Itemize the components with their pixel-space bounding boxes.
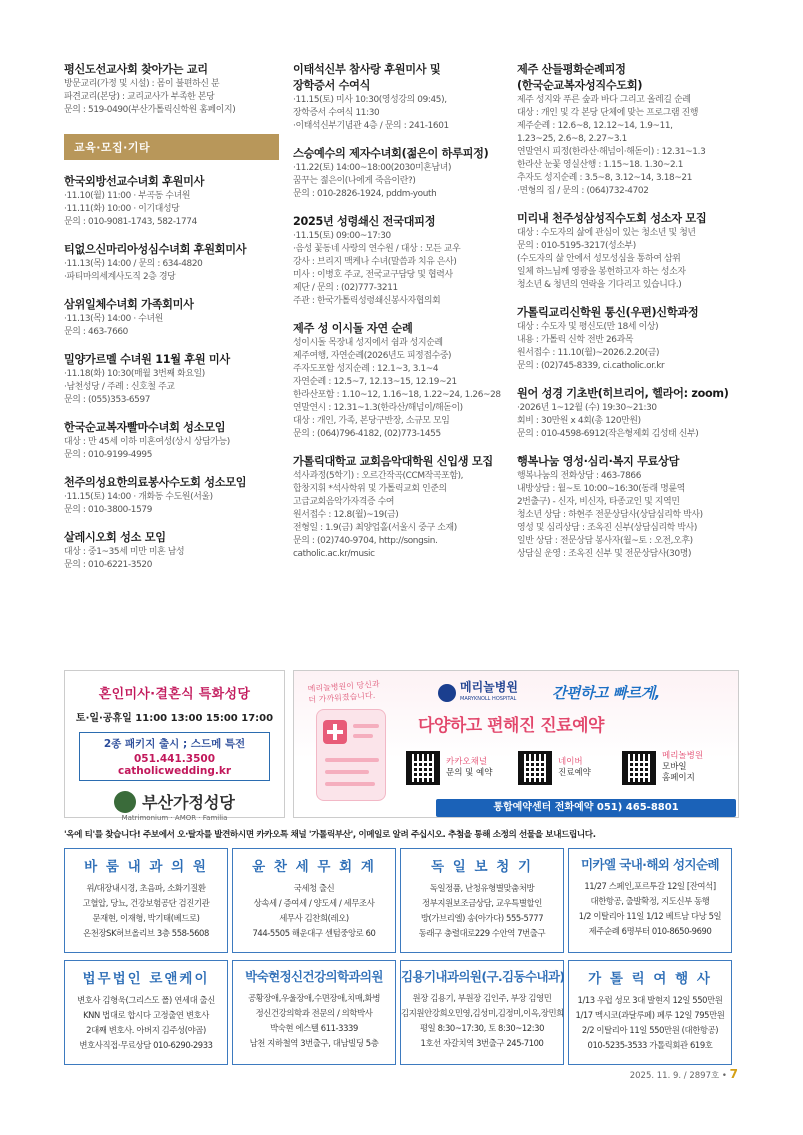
article <box>64 242 279 284</box>
article-title-line2: (한국순교복자성직수도회) <box>517 79 643 92</box>
article-line: 문의 : 010-4598-6912(작은형제회 김성태 신부) <box>517 429 699 439</box>
article <box>517 62 739 198</box>
article-line: 제단 / 문의 : (02)777-3211 <box>293 283 398 293</box>
article-line: (수도자의 삶 안에서 성모성심을 통하여 삼위 <box>517 254 681 264</box>
page-footer <box>630 1067 738 1081</box>
article-line: 연말연시 : 12.31~1.3(한라산/해넘이/해돋이) <box>293 403 463 413</box>
decor-line <box>325 770 369 774</box>
wedding-ad-box <box>79 732 270 781</box>
article-line: 문의 : 010-5195-3217(성소부) <box>517 241 636 251</box>
wedding-ad-logo <box>65 790 284 813</box>
article <box>64 420 279 462</box>
business-card-line: 상속세 / 증여세 / 양도세 / 세무조사 <box>253 898 375 908</box>
article-title: 제주 성 이시돌 자연 순례 <box>293 322 413 335</box>
article-line: 한라산포함 : 1.10~12, 1.16~18, 1.22~24, 1.26~28 <box>293 390 501 400</box>
business-card-line: 2대째 변호사. 아버지 김주성(야곱) <box>86 1025 206 1035</box>
article-title: 미리내 천주성삼성직수도회 성소자 모집 <box>517 212 707 225</box>
business-card[interactable] <box>64 960 228 1065</box>
business-card-line: 온천장SK허브올리브 3층 558-5608 <box>83 928 209 938</box>
wedding-ad-contact: 051.441.3500 catholicwedding.kr <box>117 753 232 777</box>
article-line: ·11.22(토) 14:00~18:00(2030미혼남녀) <box>293 163 452 173</box>
article-line: 미사 : 이병호 주교, 전국교구담당 및 협력사 <box>293 270 453 280</box>
hospital-ad-script <box>307 679 380 706</box>
business-card-line: 박숙현 에스텔 611-3339 <box>270 1023 358 1033</box>
article-title: 원어 성경 기초반(히브리어, 헬라어: zoom) <box>517 387 729 400</box>
naver-qr-label <box>558 757 591 779</box>
article-line: 영성 및 심리상담 : 조옥진 신부(상담심리학 박사) <box>517 523 697 533</box>
article-line: ·11.18(화) 10:30(매월 3번째 화요일) <box>64 369 205 379</box>
homepage-qr-label <box>662 751 703 784</box>
article-title: 제주 산들평화순례피정 <box>517 63 626 76</box>
article-line: 꿈꾸는 젊은이(나에게 죽음이란?) <box>293 176 416 186</box>
article-line: 고급교회음악가자격증 수여 <box>293 497 395 507</box>
naver-qr-icon[interactable] <box>518 751 552 785</box>
article-line: ·11.15(토) 미사 10:30(영성강의 09:45), <box>293 95 447 105</box>
article-line: ·음성 꽃동네 사랑의 연수원 / 대상 : 모든 교우 <box>293 244 461 254</box>
business-card-line: 김지원안강희오민영,김성미,김정미,이옥,장민희 <box>401 1008 564 1018</box>
article-line: ·11.10(월) 11:00 · 부곡동 수녀원 <box>64 191 191 201</box>
article-line: 1.23~25, 2.6~8, 2.27~3.1 <box>517 134 627 144</box>
article-title: 가톨릭대학교 교회음악대학원 신입생 모집 <box>293 455 493 468</box>
decor-line <box>325 758 379 762</box>
article-line: 파견교리(본당) : 교리교사가 부족한 본당 <box>64 92 215 102</box>
business-card-line: 제주순례 6명부터 010-8650-9690 <box>588 926 712 936</box>
article-line: 내용 : 가톨릭 신학 전반 26과목 <box>517 335 634 345</box>
hospital-call-bar[interactable]: 통합예약센터 전화예약 051) 465-8801 <box>436 799 736 817</box>
business-card[interactable] <box>568 848 732 953</box>
article-line: 강사 : 브리지 맥케나 수녀(말씀과 치유 은사) <box>293 257 457 267</box>
article <box>293 454 508 561</box>
article-title: 삼위일체수녀회 가족회미사 <box>64 298 194 311</box>
business-card[interactable] <box>232 960 396 1065</box>
business-card-line: 국세청 출신 <box>293 883 335 893</box>
wedding-ad-title: 혼인미사·결혼식 특화성당 <box>98 687 251 702</box>
business-card-title: 미카엘 국내·해외 성지순례 <box>581 857 719 872</box>
business-card[interactable] <box>232 848 396 953</box>
article-line: 주관 : 한국가톨릭성령쇄신봉사자협의회 <box>293 296 441 306</box>
wedding-ad-package: 2종 패키지 출시 ; 스드메 특전 <box>103 738 246 750</box>
article <box>293 321 508 441</box>
business-card-title: 법무법인 로앤케이 <box>82 971 210 987</box>
article-line: 행복나눔의 전화상담 : 463-7866 <box>517 471 641 481</box>
business-card-line: 010-5235-3533 가톨릭회관 619호 <box>587 1040 713 1050</box>
article-line: ·11.11(화) 10:00 · 이기대성당 <box>64 204 180 214</box>
qr2-label-2: 진료예약 <box>558 768 591 778</box>
business-card[interactable] <box>568 960 732 1065</box>
business-card-line: 정신건강의학과 전문의 / 의학박사 <box>255 1008 373 1018</box>
article-line: 일반 상담 : 전문상담 봉사자(월~토 : 오전,오후) <box>517 536 693 546</box>
article-title: 스승예수의 제자수녀회(젊은이 하루피정) <box>293 147 489 160</box>
article-line: 문의 : 010-6221-3520 <box>64 560 152 570</box>
article-title: 천주의성요한의료봉사수도회 성소모임 <box>64 476 247 489</box>
business-card[interactable] <box>64 848 228 953</box>
hospital-emblem-icon <box>438 684 456 702</box>
article-line: 문의 : 010-3800-1579 <box>64 505 152 515</box>
business-card-line: 독일정품, 난청유형별맞춤처방 <box>429 883 535 893</box>
homepage-qr-icon[interactable] <box>622 751 656 785</box>
article <box>517 386 739 441</box>
article-line: 대상 : 중1~35세 미만 미혼 남성 <box>64 547 185 557</box>
business-card-line: 1/17 멕시코(과달루페) 페루 12일 795만원 <box>575 1010 725 1020</box>
article-line: 제주 성지와 푸른 숲과 바다 그리고 올레길 순례 <box>517 95 691 105</box>
article-line: 문의 : (055)353-6597 <box>64 395 151 405</box>
business-card-line: 변호사 김형욱(그리스도 폴) 연세대 출신 <box>77 995 215 1005</box>
article-line: 대상 : 수도자 및 평신도(만 18세 이상) <box>517 322 659 332</box>
article-line: 2번출구) - 신자, 비신자, 타종교인 및 지역민 <box>517 497 680 507</box>
article-line: ·11.13(목) 14:00 · 수녀원 <box>64 314 163 324</box>
article-line: 문의 : (064)796-4182, (02)773-1455 <box>293 429 441 439</box>
business-card-line: 변호사직접·무료상담 010-6290-2933 <box>79 1040 213 1050</box>
business-card-line: 방(가브리엘) 송(아가다) 555-5777 <box>420 913 544 923</box>
article-title: 티없으신마리아성심수녀회 후원회미사 <box>64 243 247 256</box>
script-line-2: 더 가까워졌습니다. <box>308 690 376 705</box>
article-line: ·남천성당 / 주례 : 신호철 주교 <box>64 382 175 392</box>
article-line: 문의 : 010-9081-1743, 582-1774 <box>64 217 197 227</box>
hospital-ad[interactable] <box>293 670 739 818</box>
article-line: 상담실 운영 : 조옥진 신부 및 전문상담사(30명) <box>517 549 692 559</box>
article <box>64 530 279 572</box>
wedding-ad-brand: 부산가정성당 <box>142 793 235 812</box>
phone-illustration-icon <box>316 709 386 801</box>
article-line: 일체 하느님께 영광을 봉헌하고자 하는 성소자 <box>517 267 686 277</box>
business-card-line: 위/대장내시경, 초음파, 소화기질환 <box>86 883 206 893</box>
article-line: 문의 : 010-2826-1924, pddm-youth <box>293 189 437 199</box>
article-line: 방문교리(가정 및 시설) : 몸이 불편하신 분 <box>64 79 220 89</box>
page-number: 7 <box>729 1067 738 1081</box>
business-card-line: 11/27 스페인,포르투갈 12일 [잔여석] <box>584 881 716 891</box>
column-1 <box>64 62 279 585</box>
script-line-1: 메리놀병원이 당신과 <box>307 679 380 694</box>
article-line: ·파티마의세계사도직 2층 경당 <box>64 272 176 282</box>
business-card-title: 바 룸 내 과 의 원 <box>84 859 208 875</box>
article-line: 원서접수 : 11.10(월)~2026.2.20(금) <box>517 348 660 358</box>
business-card-title: 윤 찬 세 무 회 계 <box>252 859 376 875</box>
article-line: 석사과정(5학기) : 오르간작곡(CCM작곡포함), <box>293 471 464 481</box>
kakao-qr-label <box>446 757 492 779</box>
qr3-label-1: 메리놀병원 <box>662 751 704 761</box>
business-card-line: 평일 8:30~17:30, 토 8:30~12:30 <box>419 1023 545 1033</box>
article-line: 청소년 상담 : 하현주 전문상담사(상담심리학 박사) <box>517 510 703 520</box>
article-line: 회비 : 30만원 x 4회(총 120만원) <box>517 416 641 426</box>
article-line: 원서접수 : 12.8(월)~19(금) <box>293 510 399 520</box>
business-card-line: 문재현, 이재형, 박기태(베드로) <box>92 913 200 923</box>
business-card-line: 공황장애,우울장애,수면장애,치매,화병 <box>247 993 381 1003</box>
article-title: 행복나눔 영성·심리·복지 무료상담 <box>517 455 680 468</box>
business-card-title: 박숙현정신건강의학과의원 <box>245 969 383 984</box>
wedding-ad-hours: 토·일·공휴일 11:00 13:00 15:00 17:00 <box>75 713 274 724</box>
article-line: 자연순례 : 12.5~7, 12.13~15, 12.19~21 <box>293 377 457 387</box>
article-title: 가톨릭교리신학원 통신(우편)신학과정 <box>517 306 699 319</box>
article-title-line2: 장학증서 수여식 <box>293 79 371 92</box>
article <box>64 297 279 339</box>
qr1-label-1: 카카오채널 <box>446 757 488 767</box>
article <box>293 214 508 308</box>
article <box>64 352 279 407</box>
medical-cross-icon <box>323 720 347 744</box>
article-title: 한국외방선교수녀회 후원미사 <box>64 175 205 188</box>
article-line: 제주여행, 자연순례(2026년도 피정접수중) <box>293 351 452 361</box>
article-line: 문의 : 519-0490(부산가톨릭신학원 홈페이지) <box>64 105 236 115</box>
business-card-line: 정부지원보조금상담, 교우특별할인 <box>422 898 542 908</box>
article-line: 문의 : (02)740-9704, http://songsin. <box>293 536 438 546</box>
business-card[interactable] <box>400 960 564 1065</box>
article-title: 평신도선교사회 찾아가는 교리 <box>64 63 208 76</box>
business-card-line: 원장 김용기, 부원장 김인주, 부장 김영민 <box>412 993 552 1003</box>
hospital-slogan: 간편하고 빠르게, <box>552 684 660 702</box>
wedding-ad-brand-sub: Matrimonium · AMOR · Familia <box>121 814 228 822</box>
article-line: 내방상담 : 월~토 10:00~16:30(동래 명륜역 <box>517 484 685 494</box>
decor-line <box>353 724 379 728</box>
article-title: 한국순교복자빨마수녀회 성소모임 <box>64 421 226 434</box>
article <box>517 305 739 373</box>
article-title: 살레시오회 성소 모임 <box>64 531 166 544</box>
article-title: 밀양가르멜 수녀원 11월 후원 미사 <box>64 353 230 366</box>
article-line: 제주순례 : 12.6~8, 12.12~14, 1.9~11, <box>517 121 673 131</box>
column-3 <box>517 62 739 574</box>
article-line: ·11.15(토) 09:00~17:30 <box>293 231 391 241</box>
qr2-label-1: 네이버 <box>558 757 583 767</box>
qr3-label-3: 홈페이지 <box>662 773 695 783</box>
article-title: 2025년 성령쇄신 전국대피정 <box>293 215 436 228</box>
article-line: 대상 : 개인, 가족, 본당구반장, 소규모 모임 <box>293 416 450 426</box>
hospital-headline: 다양하고 편해진 진료예약 <box>418 716 604 736</box>
business-card-title: 가 톨 릭 여 행 사 <box>588 971 712 987</box>
article-line: ·2026년 1~12월 (수) 19:30~21:30 <box>517 403 657 413</box>
qr1-label-2: 문의 및 예약 <box>446 768 493 778</box>
business-card-line: 세무사 김찬희(레오) <box>279 913 349 923</box>
hospital-logo <box>438 681 518 705</box>
decor-line <box>353 734 373 738</box>
business-card-title: 독 일 보 청 기 <box>430 859 533 875</box>
business-card-line: KNN 법대로 합시다 고정출연 변호사 <box>83 1010 209 1020</box>
business-cards-row-2 <box>64 960 734 1065</box>
section-label: 교육·모집·기타 <box>64 134 279 160</box>
article-line: catholic.ac.kr/music <box>293 549 375 559</box>
business-card-line: 2/2 이탈리아 11일 550만원 (대한항공) <box>581 1025 719 1035</box>
article-line: 대상 : 만 45세 이하 미혼여성(상시 상담가능) <box>64 437 230 447</box>
article <box>293 62 508 133</box>
article <box>64 174 279 229</box>
article-line: 문의 : 010-9199-4995 <box>64 450 152 460</box>
article-line: ·면형의 집 / 문의 : (064)732-4702 <box>517 186 649 196</box>
article-line: 주자도포함 성지순례 : 12.1~3, 3.1~4 <box>293 364 439 374</box>
article <box>293 146 508 201</box>
kakao-qr-icon[interactable] <box>406 751 440 785</box>
typo-notice: '옥에 티'를 찾습니다! 주보에서 오·탈자를 발견하시면 카카오톡 채널 '가톨릭부산', 이메일로 알려 주십시오. 추첨을 통해 소정의 선물을 보내드립니다. <box>64 830 596 840</box>
business-card-line: 남천 지하철역 3번출구, 대남빌딩 5층 <box>249 1038 379 1048</box>
decor-line <box>325 782 375 786</box>
business-card-line: 동래구 충렬대로229 수안역 7번출구 <box>418 928 546 938</box>
issue-date: 2025. 11. 9. / 2897호 • <box>629 1071 727 1081</box>
article <box>517 211 739 292</box>
article-line: ·11.15(토) 14:00 · 개화동 수도원(서울) <box>64 492 213 502</box>
article-line: 문의 : (02)745-8339, ci.catholic.or.kr <box>517 361 665 371</box>
church-seal-icon <box>114 791 136 813</box>
business-card-line: 1/13 우럽 성모 3대 발현지 12일 550만원 <box>577 995 723 1005</box>
article-line: 성이시돌 목장내 성지에서 쉼과 성지순례 <box>293 338 443 348</box>
article-line: 추자도 성지순례 : 3.5~8, 3.12~14, 3.18~21 <box>517 173 693 183</box>
business-cards-row-1 <box>64 848 734 953</box>
article-line: 대상 : 수도자의 삶에 관심이 있는 청소년 및 청년 <box>517 228 696 238</box>
business-card[interactable] <box>400 848 564 953</box>
article-line: ·11.13(목) 14:00 / 문의 : 634-4820 <box>64 259 203 269</box>
qr3-label-2: 모바일 <box>662 762 687 772</box>
business-card-line: 744-5505 해운대구 센텀중앙로 60 <box>252 928 376 938</box>
article-line: ·이태석신부기념관 4층 / 문의 : 241-1601 <box>293 121 449 131</box>
business-card-line: 1호선 자갈치역 3번출구 245-7100 <box>420 1038 544 1048</box>
business-card-line: 대한항공, 출발확정, 지도신부 동행 <box>590 896 710 906</box>
business-card-line: 고혈압, 당뇨, 건강보험공단 검진기관 <box>82 898 210 908</box>
hospital-name: 메리놀병원 <box>460 680 518 694</box>
article-line: 합창지휘 *석사학위 및 가톨릭교회 인준의 <box>293 484 447 494</box>
business-card-line: 1/2 이탈리아 11일 1/12 베트남 다낭 5일 <box>578 911 722 921</box>
article-line: 청소년 & 청년의 연락을 기다리고 있습니다.) <box>517 280 682 290</box>
article-title: 이태석신부 참사랑 후원미사 및 <box>293 63 441 76</box>
article-line: 전형일 : 1.9(금) 최양업홀(서울시 중구 소재) <box>293 523 457 533</box>
business-card-title: 김용기내과의원(구.김동수내과) <box>401 969 565 984</box>
article-line: 문의 : 463-7660 <box>64 327 128 337</box>
article-line: 장학증서 수여식 11:30 <box>293 108 380 118</box>
article-line: 대상 : 개인 및 각 본당 단체에 맞는 프로그램 진행 <box>517 108 699 118</box>
article <box>64 475 279 517</box>
article-line: 연말연시 피정(한라산·해넘이·해돋이) : 12.31~1.3 <box>517 147 706 157</box>
article <box>517 454 739 561</box>
column-2 <box>293 62 508 574</box>
hospital-name-en: MARYKNOLL HOSPITAL <box>460 696 517 702</box>
article-line: 한라산 눈꽃 영실산행 : 1.15~18. 1.30~2.1 <box>517 160 684 170</box>
wedding-ad[interactable] <box>64 670 285 822</box>
article <box>64 62 279 117</box>
